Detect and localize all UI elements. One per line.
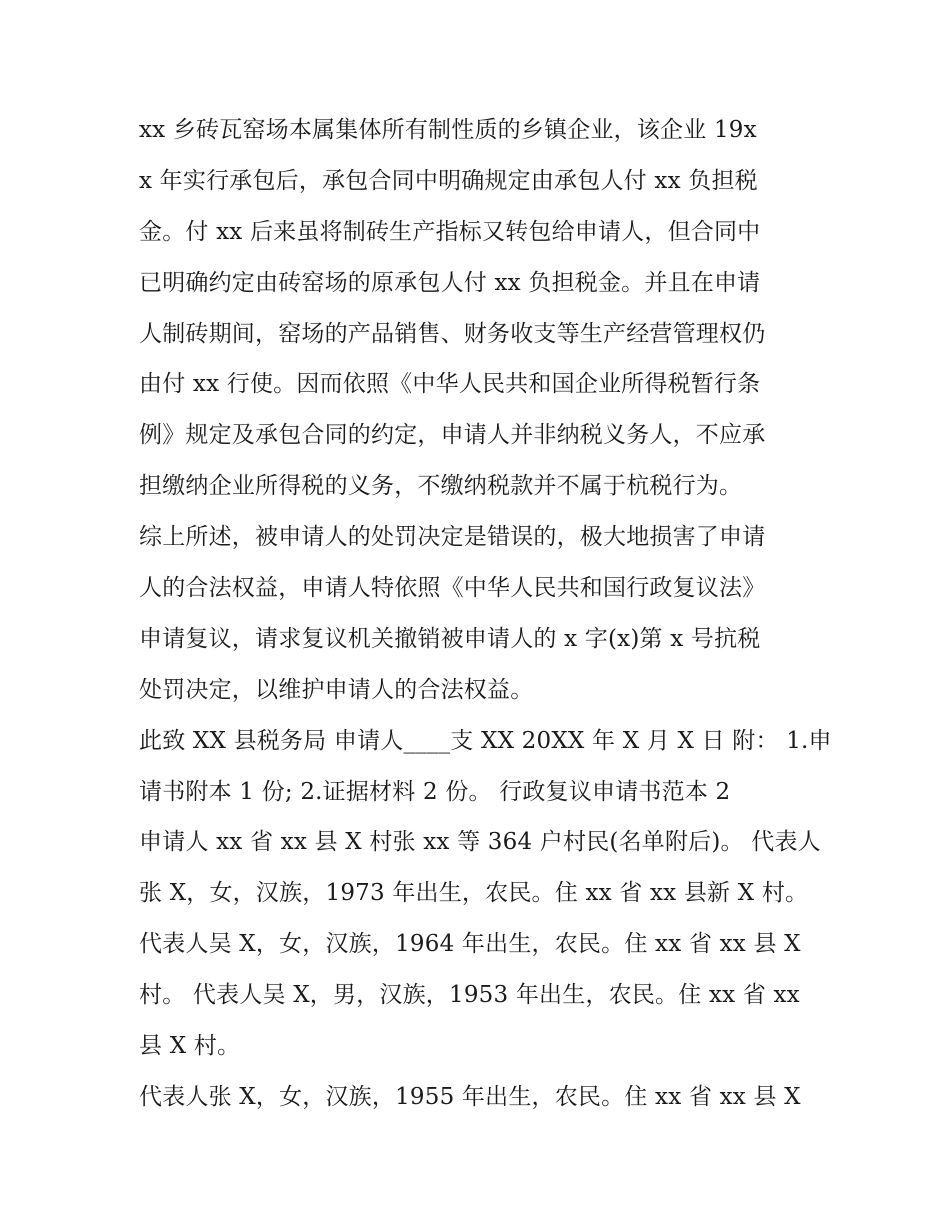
text-line-19: 县 X 村。 (139, 1033, 241, 1060)
text-line-18: 村。 代表人吴 X，男，汉族，1953 年出生，农民。住 xx 省 xx (139, 982, 800, 1009)
text-line-6: 由付 xx 行使。因而依照《中华人民共和国企业所得税暂行条 (139, 371, 761, 398)
text-line-8: 担缴纳企业所得税的义务，不缴纳税款并不属于杭税行为。 (139, 473, 743, 500)
text-line-17: 代表人吴 X，女，汉族，1964 年出生，农民。住 xx 省 xx 县 X (139, 931, 801, 958)
text-line-13: 此致 XX 县税务局 申请人____支 XX 20XX 年 X 月 X 日 附： 1.申 (139, 727, 832, 754)
text-line-7: 例》规定及承包合同的约定，申请人并非纳税义务人，不应承 (139, 422, 766, 449)
text-line-4: 已明确约定由砖窑场的原承包人付 xx 负担税金。并且在申请 (139, 269, 761, 296)
text-line-20: 代表人张 X，女，汉族，1955 年出生，农民。住 xx 省 xx 县 X (139, 1083, 801, 1110)
text-line-11: 申请复议，请求复议机关撤销被申请人的 x 字(x)第 x 号抗税 (139, 625, 761, 652)
text-line-10: 人的合法权益，申请人特依照《中华人民共和国行政复议法》 (139, 575, 766, 602)
text-line-15: 申请人 xx 省 xx 县 X 村张 xx 等 364 户村民(名单附后)。 代表人 (139, 829, 821, 856)
text-line-12: 处罚决定，以维护申请人的合法权益。 (139, 676, 534, 703)
text-line-16: 张 X，女，汉族，1973 年出生，农民。住 xx 省 xx 县新 X 村。 (139, 880, 809, 907)
text-line-5: 人制砖期间，窑场的产品销售、财务收支等生产经营管理权仍 (139, 320, 766, 347)
text-line-2: x 年实行承包后，承包合同中明确规定由承包人付 xx 负担税 (139, 167, 758, 194)
text-line-14: 请书附本 1 份; 2.证据材料 2 份。 行政复议申请书范本 2 (139, 778, 731, 805)
text-line-1: xx 乡砖瓦窑场本属集体所有制性质的乡镇企业，该企业 19x (139, 117, 757, 143)
document-body (139, 112, 832, 1130)
text-line-3: 金。付 xx 后来虽将制砖生产指标又转包给申请人，但合同中 (139, 218, 761, 245)
text-line-9: 综上所述，被申请人的处罚决定是错误的，极大地损害了申请 (139, 524, 766, 551)
